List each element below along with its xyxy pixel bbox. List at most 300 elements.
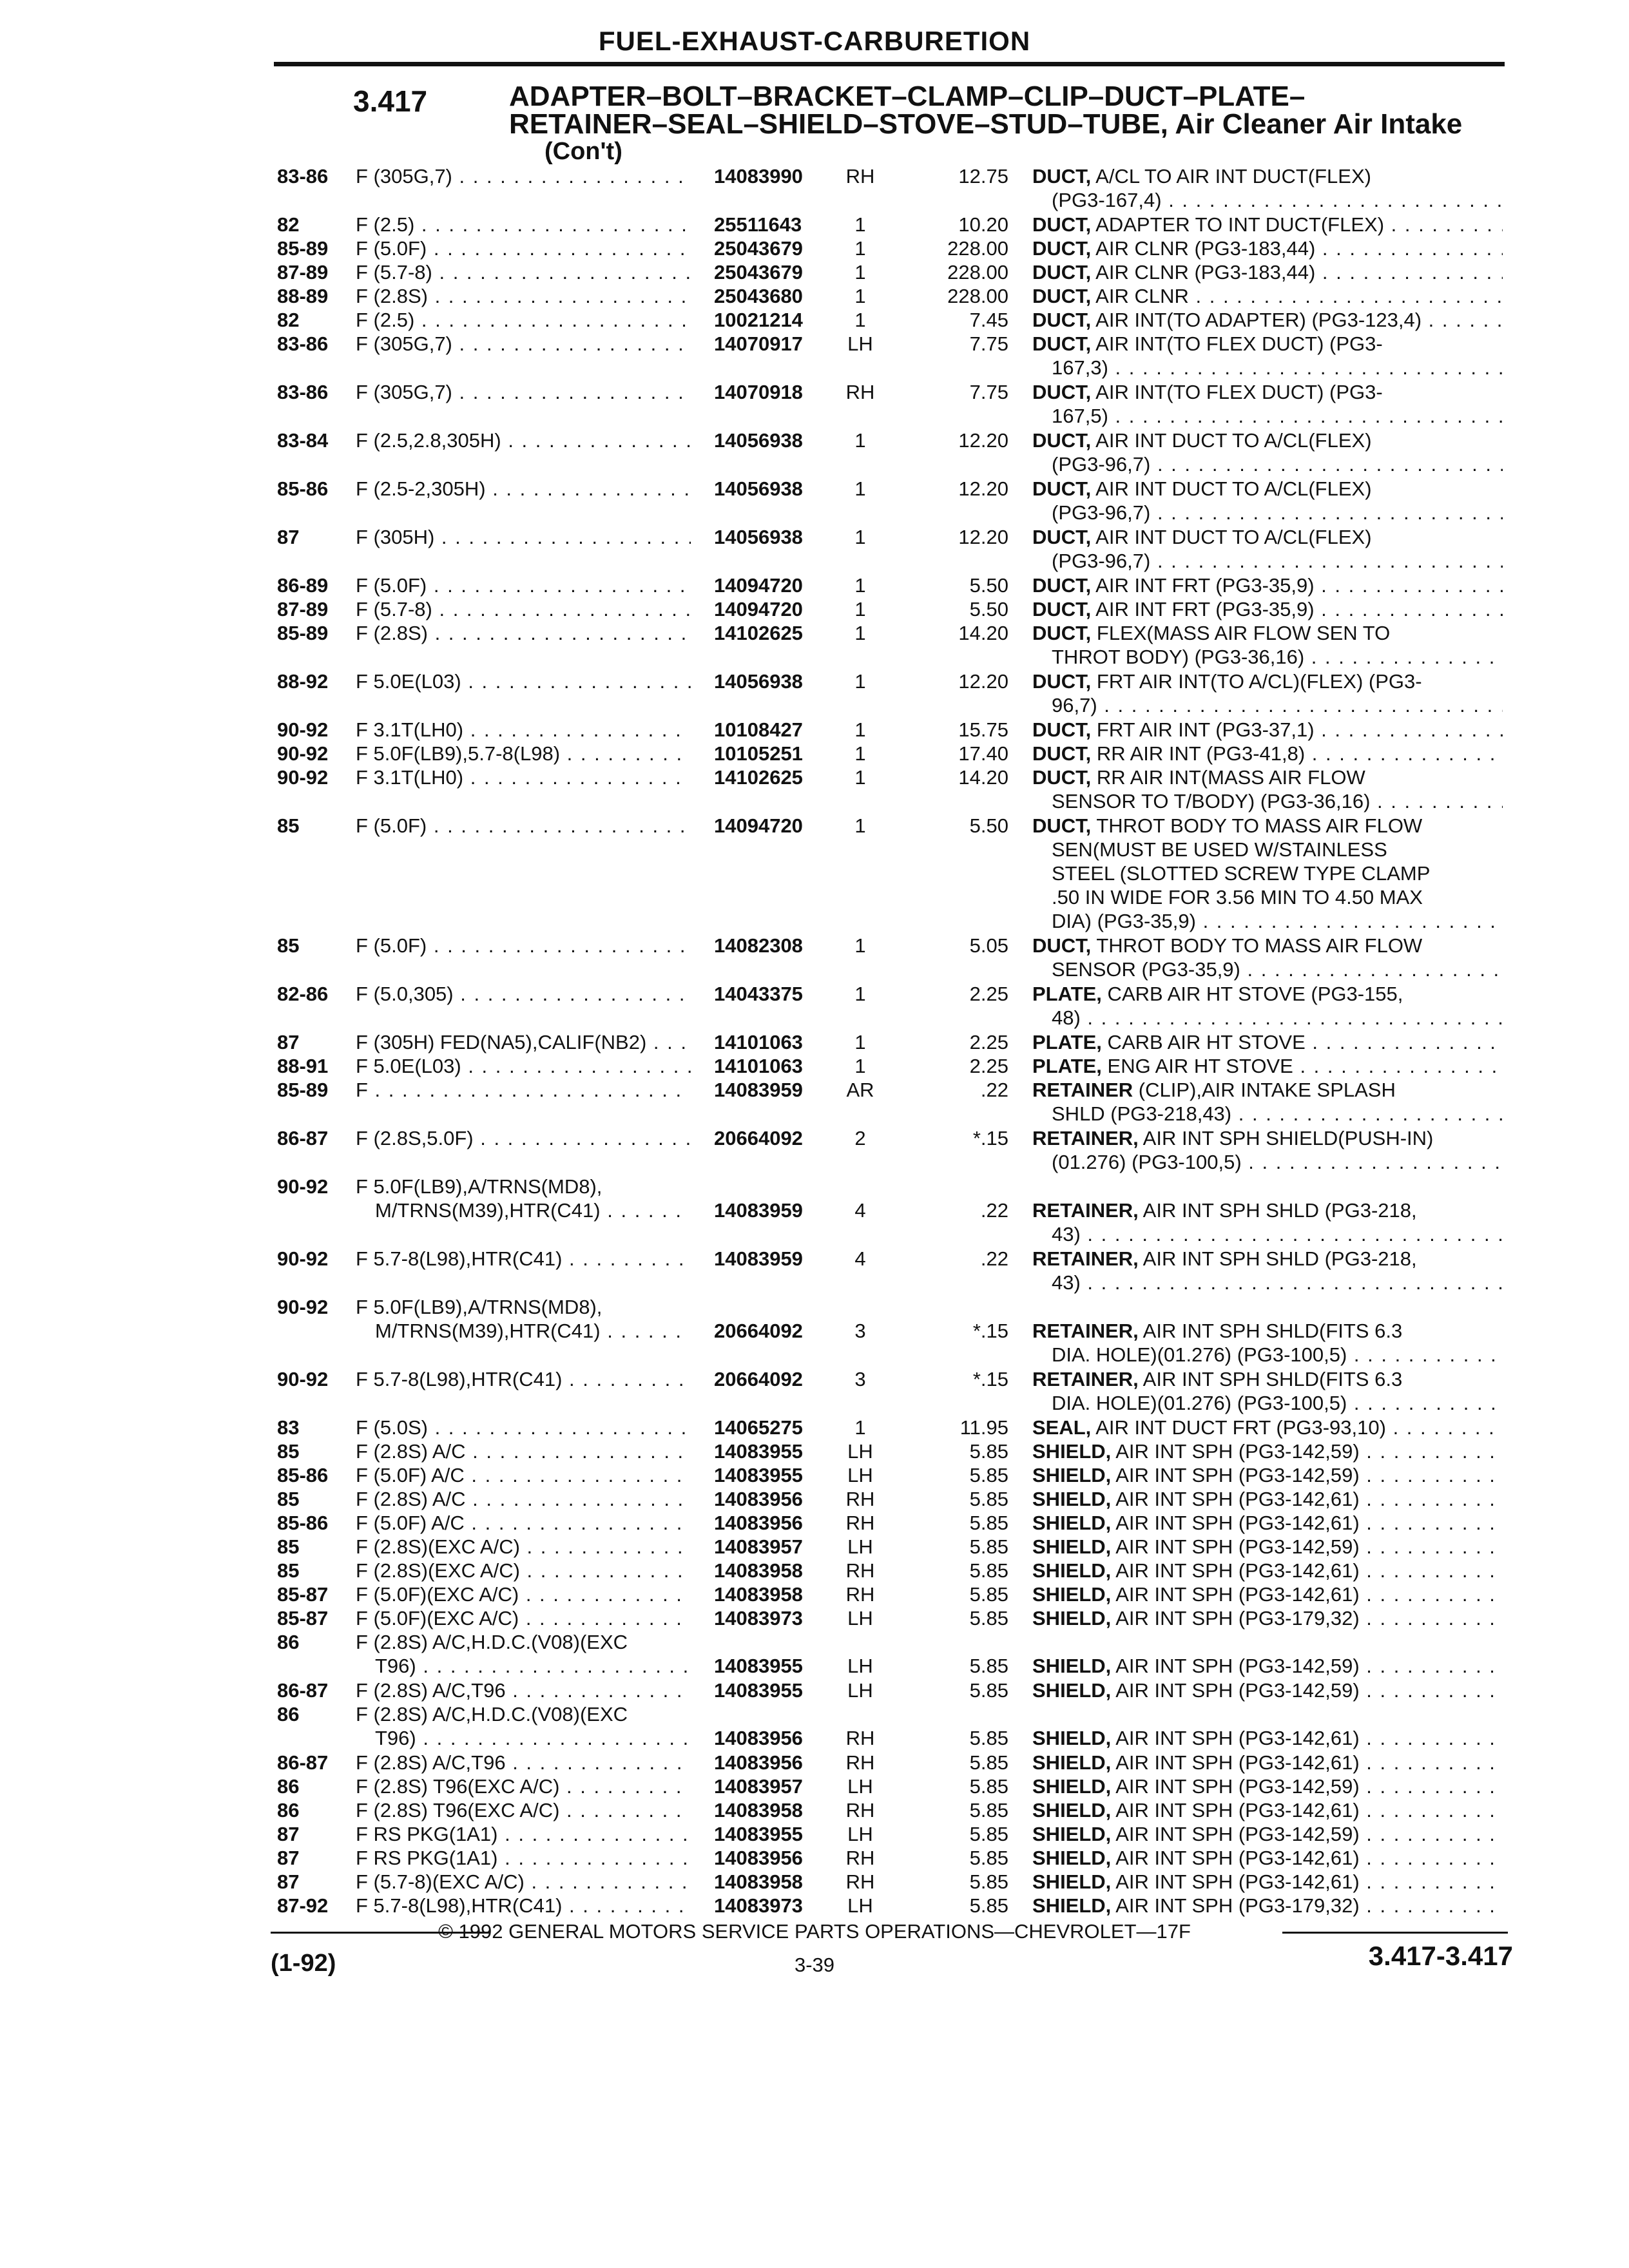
row-price: .22 — [980, 1199, 1008, 1222]
row-description-text: AIR INT DUCT TO A/CL(FLEX) — [1091, 477, 1372, 500]
section-title — [509, 82, 1514, 166]
row-quantity: RH — [845, 1512, 875, 1534]
row-application — [356, 1416, 691, 1439]
header-rule — [274, 62, 1505, 66]
row-application-line: F (5.7-8)(EXC A/C) . . . — [356, 1870, 691, 1894]
parts-row — [0, 1870, 1629, 1894]
row-year: 83 — [277, 1416, 300, 1439]
row-description-line: (PG3-96,7) . . . — [1032, 452, 1503, 476]
parts-row — [0, 1511, 1629, 1535]
row-price: 12.75 — [958, 165, 1008, 187]
parts-row — [0, 260, 1629, 284]
row-description-line — [1032, 1654, 1503, 1678]
row-application — [356, 1175, 691, 1222]
row-year: 85-86 — [277, 1464, 329, 1486]
row-description-line — [1032, 1247, 1503, 1271]
row-description-text: RR AIR INT(MASS AIR FLOW — [1091, 766, 1365, 789]
row-price: 5.85 — [969, 1727, 1008, 1749]
row-application — [356, 308, 691, 332]
parts-row — [0, 332, 1629, 380]
row-description-line — [1032, 1487, 1503, 1511]
row-quantity: RH — [845, 1847, 875, 1869]
row-part-type: SHIELD, — [1032, 1535, 1112, 1558]
row-description-text: AIR INT SPH (PG3-142,59) — [1111, 1535, 1360, 1558]
row-part-number: 14083959 — [714, 1247, 803, 1270]
row-price: 5.85 — [969, 1559, 1008, 1582]
row-part-type: SHIELD, — [1032, 1823, 1112, 1845]
row-part-type: SHIELD, — [1032, 1894, 1112, 1917]
row-description-line — [1032, 1678, 1503, 1702]
row-description-text: AIR INT DUCT TO A/CL(FLEX) — [1091, 526, 1372, 548]
row-part-number: 14101063 — [714, 1055, 803, 1077]
row-description — [1032, 1054, 1503, 1078]
row-application-line: F (2.8S) A/C . . . — [356, 1439, 691, 1463]
row-price: 2.25 — [969, 1031, 1008, 1053]
row-application — [356, 164, 691, 188]
row-quantity: 1 — [854, 983, 866, 1005]
row-description-line — [1032, 1463, 1503, 1487]
row-description-text: AIR CLNR (PG3-183,44) — [1091, 237, 1316, 260]
row-price: *.15 — [972, 1127, 1008, 1149]
row-description — [1032, 1511, 1503, 1535]
row-price: 10.20 — [958, 213, 1008, 236]
row-description-text: AIR INT SPH SHLD (PG3-218, — [1138, 1247, 1417, 1270]
row-application-line: F (305G,7) . . . — [356, 164, 691, 188]
row-application-line: F (2.5,2.8,305H) . . . — [356, 428, 691, 452]
row-description-text: AIR INT DUCT FRT (PG3-93,10) — [1091, 1416, 1386, 1439]
row-description-text: FLEX(MASS AIR FLOW SEN TO — [1091, 622, 1391, 644]
row-part-number: 14083957 — [714, 1535, 803, 1558]
row-part-type: SHIELD, — [1032, 1583, 1112, 1606]
row-price: 7.75 — [969, 332, 1008, 355]
row-description-line — [1032, 1894, 1503, 1917]
row-application — [356, 814, 691, 838]
row-part-number: 14094720 — [714, 598, 803, 620]
row-application-line: F (5.0F) . . . — [356, 814, 691, 838]
row-part-number: 14065275 — [714, 1416, 803, 1439]
row-description-line — [1032, 765, 1503, 789]
row-description-line — [1032, 1582, 1503, 1606]
row-description-text: AIR INT SPH SHLD(FITS 6.3 — [1138, 1320, 1403, 1342]
row-description-line — [1032, 1416, 1503, 1439]
row-description-line — [1032, 1726, 1503, 1750]
row-description-text: AIR INT DUCT TO A/CL(FLEX) — [1091, 429, 1372, 452]
row-description-text: AIR INT SPH (PG3-142,61) — [1111, 1488, 1360, 1510]
row-quantity: 1 — [854, 742, 866, 765]
row-quantity: 1 — [854, 1416, 866, 1439]
row-quantity: RH — [845, 165, 875, 187]
row-description — [1032, 1582, 1503, 1606]
row-application-line: F (2.8S) A/C . . . — [356, 1487, 691, 1511]
row-description-line — [1032, 1559, 1503, 1582]
row-quantity: 1 — [854, 309, 866, 331]
footer-section-range: 3.417-3.417 — [1368, 1941, 1513, 1971]
row-part-type: SHIELD, — [1032, 1559, 1112, 1582]
row-price: 5.85 — [969, 1679, 1008, 1702]
row-application-line: F (2.8S) . . . — [356, 284, 691, 308]
row-price: 17.40 — [958, 742, 1008, 765]
row-quantity: LH — [847, 1823, 873, 1845]
row-price: 228.00 — [947, 237, 1008, 260]
row-part-number: 14070918 — [714, 381, 803, 403]
row-year: 85-87 — [277, 1583, 329, 1606]
row-application-line: F (2.8S)(EXC A/C) . . . — [356, 1535, 691, 1559]
row-year: 90-92 — [277, 742, 329, 765]
parts-row — [0, 1774, 1629, 1798]
parts-row — [0, 1630, 1629, 1678]
row-description-text: AIR INT(TO ADAPTER) (PG3-123,4) — [1091, 309, 1422, 331]
row-application-line: F (2.8S) A/C,H.D.C.(V08)(EXC — [356, 1631, 628, 1653]
row-description — [1032, 1606, 1503, 1630]
row-part-number: 14083973 — [714, 1894, 803, 1917]
row-description-line: SHLD (PG3-218,43) . . . — [1032, 1102, 1503, 1126]
row-year: 85 — [277, 814, 300, 837]
section-title-line-1: ADAPTER–BOLT–BRACKET–CLAMP–CLIP–DUCT–PLATE– — [509, 81, 1306, 112]
parts-row — [0, 1295, 1629, 1367]
row-description-text: AIR INT SPH (PG3-142,61) — [1111, 1583, 1360, 1606]
row-description-line: SEN(MUST BE USED W/STAINLESS — [1052, 838, 1387, 861]
row-description — [1032, 260, 1503, 284]
row-part-number: 14083959 — [714, 1199, 803, 1222]
row-description-line: (01.276) (PG3-100,5) . . . — [1032, 1150, 1503, 1174]
row-price: *.15 — [972, 1368, 1008, 1390]
row-year: 90-92 — [277, 1296, 329, 1318]
row-year: 86-89 — [277, 574, 329, 597]
row-description — [1032, 1559, 1503, 1582]
row-year: 90-92 — [277, 718, 329, 741]
row-quantity: 1 — [854, 213, 866, 236]
row-part-type: DUCT, — [1032, 237, 1092, 260]
row-application — [356, 1247, 691, 1271]
row-description-text: THROT BODY TO MASS AIR FLOW — [1091, 814, 1423, 837]
row-description-line — [1032, 718, 1503, 742]
row-year: 88-91 — [277, 1055, 329, 1077]
row-part-type: SHIELD, — [1032, 1607, 1112, 1629]
row-quantity: LH — [847, 1679, 873, 1702]
row-year: 86-87 — [277, 1127, 329, 1149]
row-year: 90-92 — [277, 766, 329, 789]
row-part-number: 14094720 — [714, 814, 803, 837]
row-description-text: AIR INT SPH (PG3-179,32) — [1111, 1894, 1360, 1917]
row-quantity: 2 — [854, 1127, 866, 1149]
row-application-line: F (2.8S) A/C,H.D.C.(V08)(EXC — [356, 1703, 628, 1725]
row-part-number: 14083973 — [714, 1607, 803, 1629]
row-description-text: ENG AIR HT STOVE — [1101, 1055, 1293, 1077]
row-price: 2.25 — [969, 983, 1008, 1005]
row-description-line — [1032, 525, 1503, 549]
row-application-line: F . . . — [356, 1078, 691, 1102]
row-description-line — [1032, 1798, 1503, 1822]
row-description-line — [1032, 428, 1503, 452]
row-part-number: 20664092 — [714, 1320, 803, 1342]
row-description-text: CARB AIR HT STOVE (PG3-155, — [1101, 983, 1403, 1005]
row-price: .22 — [980, 1079, 1008, 1101]
row-description-line: DIA. HOLE)(01.276) (PG3-100,5) . . . — [1032, 1343, 1503, 1367]
row-part-type: RETAINER, — [1032, 1247, 1139, 1270]
row-year: 86-87 — [277, 1679, 329, 1702]
row-application — [356, 765, 691, 789]
row-description-line — [1032, 1606, 1503, 1630]
row-application — [356, 573, 691, 597]
row-part-type: PLATE, — [1032, 983, 1102, 1005]
row-description-text: AIR INT SPH (PG3-142,61) — [1111, 1751, 1360, 1774]
row-part-number: 14056938 — [714, 477, 803, 500]
parts-list — [0, 164, 1629, 1917]
row-description-line: DIA. HOLE)(01.276) (PG3-100,5) . . . — [1032, 1391, 1503, 1415]
row-price: 5.85 — [969, 1894, 1008, 1917]
row-part-number: 14083959 — [714, 1079, 803, 1101]
row-description-text: AIR INT SPH (PG3-142,61) — [1111, 1799, 1360, 1821]
row-description-text: AIR INT SPH (PG3-142,61) — [1111, 1559, 1360, 1582]
row-application — [356, 1846, 691, 1870]
row-part-type: SHIELD, — [1032, 1512, 1112, 1534]
row-application — [356, 1030, 691, 1054]
row-quantity: 1 — [854, 814, 866, 837]
row-part-number: 14056938 — [714, 526, 803, 548]
row-description — [1032, 765, 1503, 813]
row-description-line: (PG3-96,7) . . . — [1032, 501, 1503, 524]
row-part-type: RETAINER, — [1032, 1127, 1139, 1149]
parts-row — [0, 525, 1629, 573]
row-year: 88-92 — [277, 670, 329, 693]
row-part-type: DUCT, — [1032, 598, 1092, 620]
row-description — [1032, 525, 1503, 573]
row-description-text: AIR INT SPH (PG3-142,59) — [1111, 1440, 1360, 1463]
row-application — [356, 380, 691, 404]
row-application — [356, 1559, 691, 1582]
row-price: 5.85 — [969, 1512, 1008, 1534]
row-application — [356, 982, 691, 1006]
row-year: 86 — [277, 1703, 300, 1725]
row-description-line — [1032, 284, 1503, 308]
row-quantity: 1 — [854, 598, 866, 620]
row-price: 5.85 — [969, 1464, 1008, 1486]
parts-row — [0, 1247, 1629, 1295]
row-price: 12.20 — [958, 526, 1008, 548]
row-application-line: F (2.5-2,305H) . . . — [356, 477, 691, 501]
row-part-number: 20664092 — [714, 1127, 803, 1149]
row-application — [356, 1487, 691, 1511]
row-part-type: DUCT, — [1032, 718, 1092, 741]
parts-row — [0, 934, 1629, 982]
row-year: 86 — [277, 1775, 300, 1798]
row-quantity: 1 — [854, 934, 866, 957]
row-application — [356, 1751, 691, 1774]
row-description-text: AIR INT SPH (PG3-179,32) — [1111, 1607, 1360, 1629]
row-description-text: AIR INT FRT (PG3-35,9) — [1091, 574, 1315, 597]
row-year: 87 — [277, 1031, 300, 1053]
row-price: 11.95 — [959, 1416, 1008, 1439]
row-description — [1032, 1030, 1503, 1054]
row-description-line — [1032, 1774, 1503, 1798]
parts-row — [0, 597, 1629, 621]
row-part-number: 14102625 — [714, 622, 803, 644]
row-quantity: 1 — [854, 285, 866, 307]
row-application — [356, 1078, 691, 1102]
row-description-text: AIR INT SPH SHLD (PG3-218, — [1138, 1199, 1417, 1222]
row-quantity: RH — [845, 1751, 875, 1774]
row-description-text: AIR INT FRT (PG3-35,9) — [1091, 598, 1315, 620]
row-description — [1032, 1416, 1503, 1439]
row-part-number: 14083957 — [714, 1775, 803, 1798]
row-application-line: F (2.8S) . . . — [356, 621, 691, 645]
row-description — [1032, 428, 1503, 476]
row-part-number: 14082308 — [714, 934, 803, 957]
section-title-line-3: (Con't) — [545, 138, 622, 165]
row-quantity: LH — [847, 332, 873, 355]
row-part-type: PLATE, — [1032, 1055, 1102, 1077]
row-application — [356, 525, 691, 549]
row-quantity: 1 — [854, 237, 866, 260]
row-price: 12.20 — [958, 429, 1008, 452]
row-application-line: F (2.5) . . . — [356, 308, 691, 332]
row-year: 82 — [277, 213, 300, 236]
row-description-line — [1032, 669, 1503, 693]
row-price: 7.45 — [969, 309, 1008, 331]
row-description — [1032, 477, 1503, 524]
row-quantity: 3 — [854, 1368, 866, 1390]
row-description — [1032, 1846, 1503, 1870]
row-application-line: F (2.8S) T96(EXC A/C) . . . — [356, 1774, 691, 1798]
row-part-type: RETAINER, — [1032, 1368, 1139, 1390]
row-part-number: 10021214 — [714, 309, 803, 331]
row-year: 85-86 — [277, 477, 329, 500]
parts-row — [0, 1559, 1629, 1582]
row-description-text: AIR INT SPH SHLD(FITS 6.3 — [1138, 1368, 1403, 1390]
row-description-line — [1032, 573, 1503, 597]
row-quantity: 4 — [854, 1199, 866, 1222]
row-price: 14.20 — [958, 622, 1008, 644]
row-part-number: 14083956 — [714, 1751, 803, 1774]
row-application — [356, 284, 691, 308]
row-part-type: SHIELD, — [1032, 1847, 1112, 1869]
row-description-line — [1032, 597, 1503, 621]
row-application-line: F (5.0S) . . . — [356, 1416, 691, 1439]
row-part-number: 14083955 — [714, 1655, 803, 1677]
parts-row — [0, 982, 1629, 1030]
row-description-text: AIR INT SPH (PG3-142,61) — [1111, 1847, 1360, 1869]
row-application-line: T96) . . . — [356, 1654, 691, 1678]
row-part-type: DUCT, — [1032, 213, 1092, 236]
row-price: 228.00 — [947, 285, 1008, 307]
row-part-number: 14083956 — [714, 1847, 803, 1869]
row-description-line: STEEL (SLOTTED SCREW TYPE CLAMP — [1052, 862, 1431, 885]
row-description-text: (CLIP),AIR INTAKE SPLASH — [1133, 1079, 1396, 1101]
row-year: 87 — [277, 526, 300, 548]
row-description — [1032, 1774, 1503, 1798]
row-application — [356, 1582, 691, 1606]
row-part-number: 14043375 — [714, 983, 803, 1005]
row-year: 90-92 — [277, 1247, 329, 1270]
row-price: .22 — [980, 1247, 1008, 1270]
row-quantity: RH — [845, 1727, 875, 1749]
row-description — [1032, 982, 1503, 1030]
row-application — [356, 477, 691, 501]
row-year: 83-84 — [277, 429, 329, 452]
row-description-line — [1032, 621, 1503, 645]
row-description — [1032, 1247, 1503, 1294]
row-year: 87-92 — [277, 1894, 329, 1917]
row-description-text: A/CL TO AIR INT DUCT(FLEX) — [1091, 165, 1371, 187]
row-description-text: ADAPTER TO INT DUCT(FLEX) — [1091, 213, 1385, 236]
row-application-line: F (2.8S) T96(EXC A/C) . . . — [356, 1798, 691, 1822]
row-description — [1032, 1463, 1503, 1487]
row-part-type: SHIELD, — [1032, 1655, 1112, 1677]
row-year: 85 — [277, 1440, 300, 1463]
row-price: 5.05 — [969, 934, 1008, 957]
parts-row — [0, 164, 1629, 213]
row-description-line — [1032, 164, 1503, 188]
row-application — [356, 260, 691, 284]
parts-row — [0, 1367, 1629, 1416]
row-price: 14.20 — [958, 766, 1008, 789]
row-application-line: F 5.0F(LB9),A/TRNS(MD8), — [356, 1296, 602, 1318]
parts-row — [0, 477, 1629, 525]
row-quantity: RH — [845, 1583, 875, 1606]
row-part-number: 10105251 — [714, 742, 803, 765]
parts-row — [0, 284, 1629, 308]
row-application — [356, 1054, 691, 1078]
row-description — [1032, 934, 1503, 981]
row-part-number: 14083956 — [714, 1727, 803, 1749]
row-part-type: DUCT, — [1032, 309, 1092, 331]
row-description-line — [1032, 477, 1503, 501]
row-description-line — [1032, 1439, 1503, 1463]
row-part-type: DUCT, — [1032, 381, 1092, 403]
row-part-type: SHIELD, — [1032, 1751, 1112, 1774]
row-application-line: F RS PKG(1A1) . . . — [356, 1822, 691, 1846]
row-description — [1032, 1126, 1503, 1174]
row-description-text: AIR CLNR (PG3-183,44) — [1091, 261, 1316, 284]
row-part-type: SHIELD, — [1032, 1775, 1112, 1798]
row-description-line — [1032, 1511, 1503, 1535]
row-description-text: AIR INT SPH (PG3-142,61) — [1111, 1870, 1360, 1893]
row-year: 87 — [277, 1823, 300, 1845]
section-title-line-2: RETAINER–SEAL–SHIELD–STOVE–STUD–TUBE, Air Cleaner Air Intake — [509, 108, 1463, 140]
row-description-text: AIR INT SPH (PG3-142,61) — [1111, 1727, 1360, 1749]
row-part-type: DUCT, — [1032, 934, 1092, 957]
row-description-text: AIR INT(TO FLEX DUCT) (PG3- — [1091, 381, 1383, 403]
row-quantity: LH — [847, 1440, 873, 1463]
row-year: 85-86 — [277, 1512, 329, 1534]
row-application-line: F (2.5) . . . — [356, 213, 691, 236]
row-description — [1032, 164, 1503, 212]
row-description-line: 167,3) . . . — [1032, 356, 1503, 380]
row-application-line: F (5.0F) . . . — [356, 934, 691, 957]
row-application-line: F 3.1T(LH0) . . . — [356, 718, 691, 742]
row-part-number: 14083958 — [714, 1870, 803, 1893]
row-quantity: LH — [847, 1655, 873, 1677]
row-part-number: 25043679 — [714, 237, 803, 260]
row-application-line: F 5.7-8(L98),HTR(C41) . . . — [356, 1247, 691, 1271]
parts-row — [0, 1487, 1629, 1511]
row-description — [1032, 1439, 1503, 1463]
row-year: 85 — [277, 934, 300, 957]
row-description-line: 48) . . . — [1032, 1006, 1503, 1030]
row-part-type: DUCT, — [1032, 670, 1092, 693]
row-part-type: RETAINER, — [1032, 1320, 1139, 1342]
row-description-line — [1032, 213, 1503, 236]
row-description-text: AIR INT SPH (PG3-142,59) — [1111, 1464, 1360, 1486]
row-description-line — [1032, 1535, 1503, 1559]
row-part-type: SHIELD, — [1032, 1440, 1112, 1463]
row-quantity: LH — [847, 1535, 873, 1558]
row-part-number: 14083955 — [714, 1464, 803, 1486]
parts-row — [0, 1846, 1629, 1870]
row-year: 83-86 — [277, 165, 329, 187]
row-description-line: .50 IN WIDE FOR 3.56 MIN TO 4.50 MAX — [1052, 886, 1423, 908]
parts-row — [0, 308, 1629, 332]
